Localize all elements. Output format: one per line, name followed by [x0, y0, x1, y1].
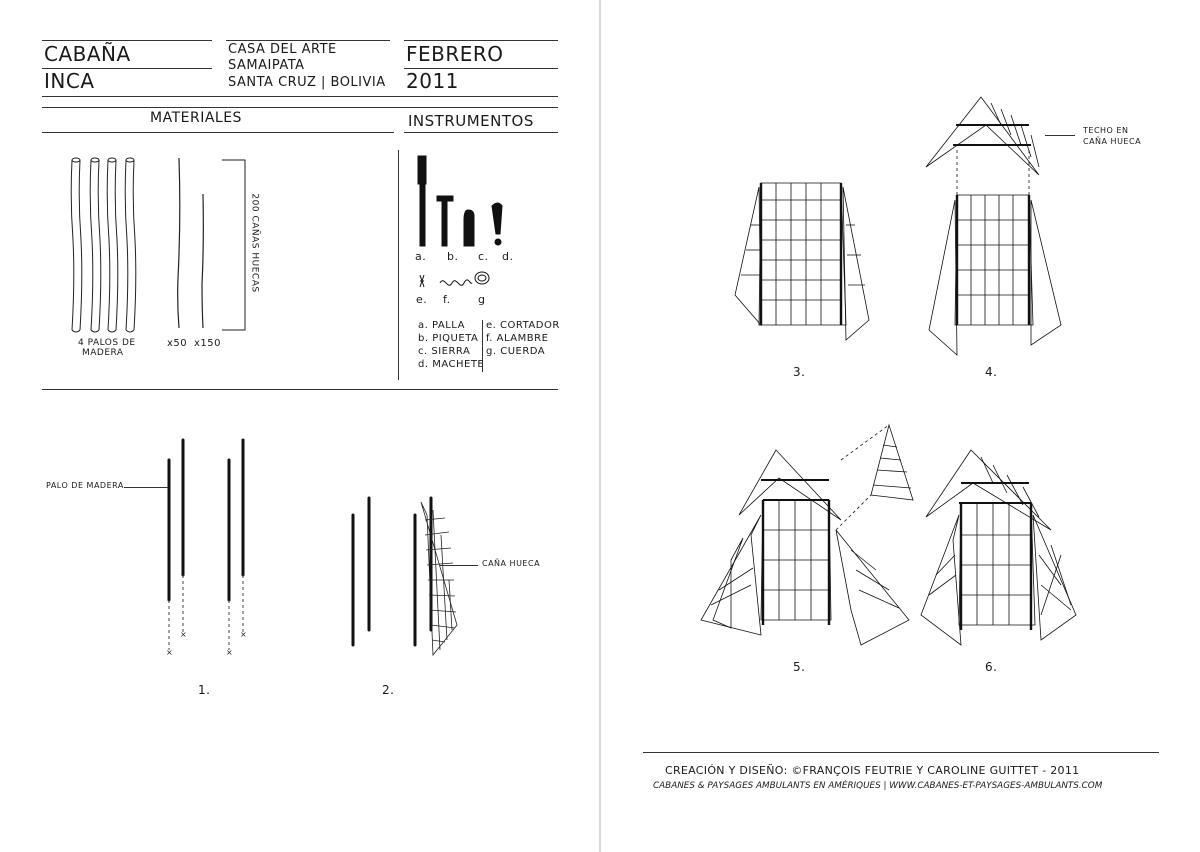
step-6-number: 6. [985, 660, 998, 674]
step-5-number: 5. [793, 660, 806, 674]
legend-f: f. ALAMBRE [486, 333, 549, 344]
header-top-rule [404, 40, 558, 41]
place-line-1: CASA DEL ARTE [228, 42, 337, 57]
step-1-number: 1. [198, 683, 211, 697]
tool-letter-d: d. [502, 250, 514, 263]
poles-label-line-2: MADERA [82, 348, 124, 358]
tool-letter-e: e. [416, 293, 428, 306]
techo-label-line-1: TECHO EN [1083, 126, 1129, 135]
right-page [601, 0, 1200, 852]
step-6-drawing [911, 445, 1086, 655]
svg-text:×: × [240, 630, 247, 639]
count-150: x150 [194, 338, 222, 349]
section-materials: MATERIALES [150, 110, 242, 126]
tool-letter-c: c. [478, 250, 489, 263]
section-rule [42, 107, 558, 108]
instruments-divider [398, 150, 399, 380]
header-top-rule [42, 40, 212, 41]
techo-label-line-2: CAÑA HUECA [1083, 137, 1142, 146]
legend-e: e. CORTADOR [486, 320, 560, 331]
step-3-number: 3. [793, 365, 806, 379]
credits-rule [643, 752, 1159, 753]
wood-poles-drawing [60, 150, 150, 340]
step-1-drawing [160, 435, 260, 660]
step-5-drawing [691, 420, 921, 650]
step-3-drawing [731, 175, 876, 345]
left-page [0, 0, 599, 852]
step-4-number: 4. [985, 365, 998, 379]
tool-letter-g: g [478, 293, 486, 306]
header-top-rule [226, 40, 390, 41]
legend-a: a. PALLA [418, 320, 465, 331]
title-line-2: INCA [44, 69, 95, 93]
canes-drawing [170, 150, 260, 340]
section-rule [42, 132, 394, 133]
credits-line-1: CREACIÓN Y DISEÑO: ©FRANÇOIS FEUTRIE Y CAROLINE GUITTET - 2011 [665, 764, 1080, 777]
tools-drawing [410, 150, 530, 310]
header-bottom-rule [42, 96, 558, 97]
techo-label-leader [1045, 135, 1075, 136]
count-50: x50 [167, 338, 188, 349]
date-month: FEBRERO [406, 42, 504, 66]
tool-letter-f: f. [443, 293, 451, 306]
materials-bottom-rule [42, 389, 558, 390]
date-year: 2011 [406, 69, 459, 93]
tool-letter-b: b. [447, 250, 459, 263]
step-2-number: 2. [382, 683, 395, 697]
title-line-1: CABAÑA [44, 42, 131, 66]
section-rule [404, 132, 558, 133]
section-instruments: INSTRUMENTOS [408, 112, 534, 130]
step-2-drawing [345, 490, 465, 660]
cana-label: CAÑA HUECA [482, 559, 541, 568]
palo-label: PALO DE MADERA [46, 481, 124, 490]
legend-d: d. MACHETE [418, 359, 485, 370]
legend-b: b. PIQUETA [418, 333, 479, 344]
canes-label: 200 CAÑAS HUECAS [249, 193, 260, 293]
palo-label-leader [124, 487, 168, 488]
svg-text:×: × [180, 630, 187, 639]
poles-label-line-1: 4 PALOS DE [78, 338, 136, 348]
place-line-2: SAMAIPATA [228, 58, 305, 73]
credits-line-2: CABANES & PAYSAGES AMBULANTS EN AMÉRIQUES | WWW.CABANES-ET-PAYSAGES-AMBULANTS.COM [653, 781, 1103, 791]
legend-c: c. SIERRA [418, 346, 471, 357]
svg-text:×: × [166, 648, 173, 657]
place-line-3: SANTA CRUZ | BOLIVIA [228, 75, 386, 90]
legend-g: g. CUERDA [486, 346, 546, 357]
svg-text:×: × [226, 648, 233, 657]
cana-label-leader [440, 565, 478, 566]
tool-letter-a: a. [415, 250, 427, 263]
